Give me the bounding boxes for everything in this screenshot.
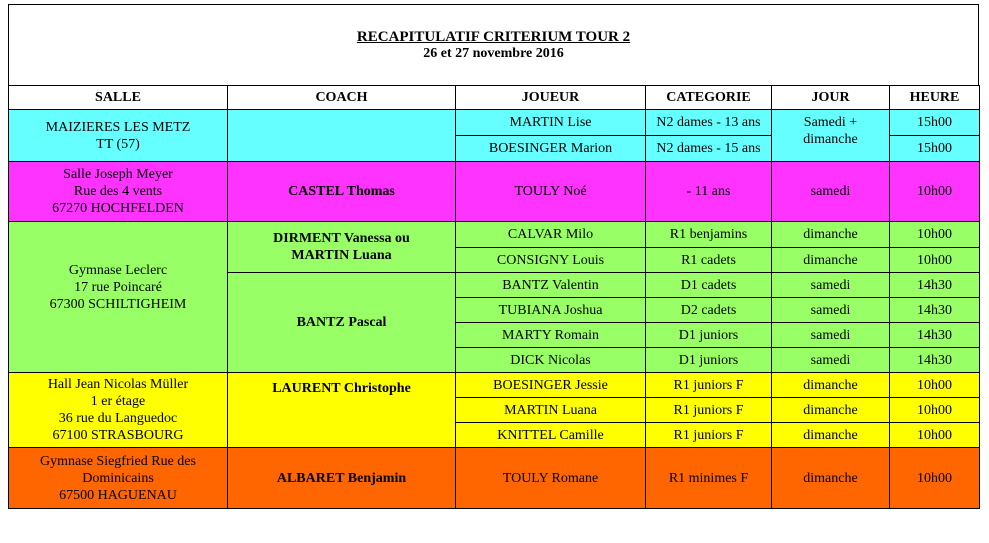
coach-cell: CASTEL Thomas	[228, 162, 456, 222]
joueur-cell: TUBIANA Joshua	[456, 298, 646, 323]
salle-line: 67300 SCHILTIGHEIM	[49, 297, 187, 312]
heure-cell: 10h00	[890, 398, 980, 423]
page-title: RECAPITULATIF CRITERIUM TOUR 2	[356, 29, 631, 45]
salle-cell	[9, 448, 228, 509]
coach-cell	[228, 222, 456, 273]
header-joueur: JOUEUR	[456, 86, 646, 110]
table-row	[9, 110, 980, 136]
salle-line: 67100 STRASBOURG	[52, 428, 184, 443]
salle-cell	[9, 222, 228, 373]
header-salle: SALLE	[9, 86, 228, 110]
salle-line: MAIZIERES LES METZ	[45, 119, 191, 135]
heure-cell: 10h00	[890, 373, 980, 398]
joueur-cell: KNITTEL Camille	[456, 423, 646, 448]
header-jour: JOUR	[772, 86, 890, 110]
joueur-cell: BANTZ Valentin	[456, 273, 646, 298]
jour-cell: dimanche	[772, 222, 890, 248]
table-row	[9, 222, 980, 248]
recap-sheet	[8, 4, 979, 536]
categorie-cell: R1 juniors F	[646, 398, 772, 423]
heure-cell: 10h00	[890, 248, 980, 273]
jour-cell	[772, 110, 890, 162]
salle-line: 17 rue Poincaré	[74, 280, 162, 295]
jour-cell: dimanche	[772, 423, 890, 448]
jour-line: Samedi +	[803, 115, 858, 130]
categorie-cell: - 11 ans	[646, 162, 772, 222]
salle-line: Gymnase Leclerc	[68, 263, 168, 278]
salle-line: 1 er étage	[90, 394, 146, 409]
joueur-cell: MARTIN Luana	[456, 398, 646, 423]
jour-cell: samedi	[772, 273, 890, 298]
heure-cell: 14h30	[890, 298, 980, 323]
coach-line: DIRMENT Vanessa ou	[273, 231, 410, 246]
joueur-cell: BOESINGER Jessie	[456, 373, 646, 398]
table-row	[9, 162, 980, 222]
categorie-cell: D1 cadets	[646, 273, 772, 298]
joueur-cell: MARTIN Lise	[456, 110, 646, 136]
jour-cell: dimanche	[772, 398, 890, 423]
title-box	[8, 4, 979, 86]
categorie-cell: N2 dames - 13 ans	[646, 110, 772, 136]
joueur-cell: TOULY Romane	[456, 448, 646, 509]
joueur-cell: DICK Nicolas	[456, 348, 646, 373]
salle-line: Gymnase Siegfried Rue des	[40, 453, 196, 469]
jour-cell: samedi	[772, 162, 890, 222]
coach-cell: LAURENT Christophe	[228, 373, 456, 448]
joueur-cell: MARTY Romain	[456, 323, 646, 348]
salle-line: Dominicains	[82, 470, 154, 486]
salle-line: 67500 HAGUENAU	[59, 487, 177, 503]
jour-cell: samedi	[772, 323, 890, 348]
categorie-cell: D1 juniors	[646, 348, 772, 373]
header-heure: HEURE	[890, 86, 980, 110]
heure-cell: 10h00	[890, 162, 980, 222]
salle-cell	[9, 162, 228, 222]
heure-cell: 14h30	[890, 348, 980, 373]
categorie-cell: D1 juniors	[646, 323, 772, 348]
heure-cell: 14h30	[890, 273, 980, 298]
categorie-cell: N2 dames - 15 ans	[646, 136, 772, 162]
jour-cell: dimanche	[772, 448, 890, 509]
salle-line: Rue des 4 vents	[73, 184, 163, 199]
jour-cell: dimanche	[772, 373, 890, 398]
heure-cell: 10h00	[890, 448, 980, 509]
salle-line: Salle Joseph Meyer	[63, 167, 173, 182]
coach-cell	[228, 110, 456, 162]
heure-cell: 15h00	[890, 110, 980, 136]
salle-line: 67270 HOCHFELDEN	[52, 201, 184, 216]
table-row	[9, 373, 980, 398]
heure-cell: 10h00	[890, 222, 980, 248]
heure-cell: 14h30	[890, 323, 980, 348]
categorie-cell: D2 cadets	[646, 298, 772, 323]
schedule-table	[8, 85, 980, 509]
categorie-cell: R1 minimes F	[646, 448, 772, 509]
joueur-cell: TOULY Noé	[456, 162, 646, 222]
categorie-cell: R1 juniors F	[646, 423, 772, 448]
salle-line: 36 rue du Languedoc	[58, 411, 178, 426]
heure-cell: 10h00	[890, 423, 980, 448]
jour-cell: samedi	[772, 348, 890, 373]
jour-cell: dimanche	[772, 248, 890, 273]
header-row	[9, 86, 980, 110]
categorie-cell: R1 benjamins	[646, 222, 772, 248]
joueur-cell: BOESINGER Marion	[456, 136, 646, 162]
coach-cell: BANTZ Pascal	[228, 273, 456, 373]
salle-cell	[9, 373, 228, 448]
salle-line: Hall Jean Nicolas Müller	[47, 377, 189, 392]
page-subtitle: 26 et 27 novembre 2016	[423, 46, 564, 61]
salle-line: TT (57)	[96, 136, 140, 152]
header-categorie: CATEGORIE	[646, 86, 772, 110]
header-coach: COACH	[228, 86, 456, 110]
coach-line: MARTIN Luana	[291, 248, 392, 263]
categorie-cell: R1 cadets	[646, 248, 772, 273]
joueur-cell: CALVAR Milo	[456, 222, 646, 248]
categorie-cell: R1 juniors F	[646, 373, 772, 398]
table-row	[9, 448, 980, 509]
joueur-cell: CONSIGNY Louis	[456, 248, 646, 273]
jour-line: dimanche	[803, 132, 858, 147]
jour-cell: samedi	[772, 298, 890, 323]
salle-cell	[9, 110, 228, 162]
heure-cell: 15h00	[890, 136, 980, 162]
coach-cell: ALBARET Benjamin	[228, 448, 456, 509]
